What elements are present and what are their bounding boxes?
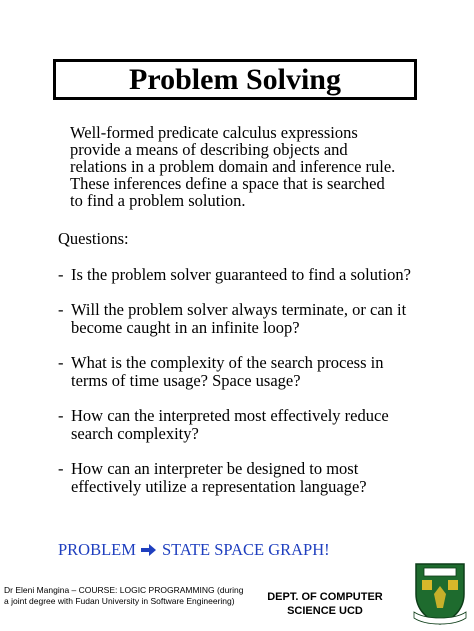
dash-marker: -: [58, 406, 64, 425]
question-text: Will the problem solver always terminate, or can it become caught in an infinite loop?: [71, 300, 407, 337]
dept-line-1: DEPT. OF COMPUTER: [267, 591, 383, 603]
dept-line-2: SCIENCE UCD: [287, 605, 363, 617]
question-item: [58, 407, 418, 443]
questions-label: Questions:: [58, 229, 129, 248]
slide-title: Problem Solving: [129, 62, 341, 96]
question-item: [58, 460, 418, 496]
footer-author: Dr Eleni Mangina – COURSE: LOGIC PROGRAMMING (during a joint degree with Fudan University in Software Engineering): [4, 585, 244, 606]
question-text: What is the complexity of the search process in terms of time usage? Space usage?: [71, 353, 384, 390]
question-item: [58, 266, 418, 284]
ucd-crest-icon: [412, 560, 468, 626]
question-item: [58, 301, 418, 337]
intro-paragraph: Well-formed predicate calculus expressions provide a means of describing objects and relations in a problem domain and inference rule. These inferences define a space that is searched to find a problem solution.: [70, 123, 396, 210]
question-item: [58, 354, 418, 390]
footer-dept: [250, 590, 400, 618]
question-text: How can an interpreter be designed to most effectively utilize a representation language?: [71, 459, 367, 496]
dash-marker: -: [58, 353, 64, 372]
state-space-label: STATE SPACE GRAPH!: [161, 540, 330, 559]
dash-marker: -: [58, 459, 64, 478]
dash-marker: -: [58, 265, 64, 284]
question-text: Is the problem solver guaranteed to find a solution?: [71, 265, 411, 284]
question-text: How can the interpreted most effectively reduce search complexity?: [71, 406, 389, 443]
right-arrow-icon: [141, 543, 157, 557]
problem-statement: [58, 540, 330, 560]
title-box: [53, 59, 417, 100]
problem-label: PROBLEM: [58, 540, 136, 559]
questions-list: [58, 266, 418, 513]
dash-marker: -: [58, 300, 64, 319]
